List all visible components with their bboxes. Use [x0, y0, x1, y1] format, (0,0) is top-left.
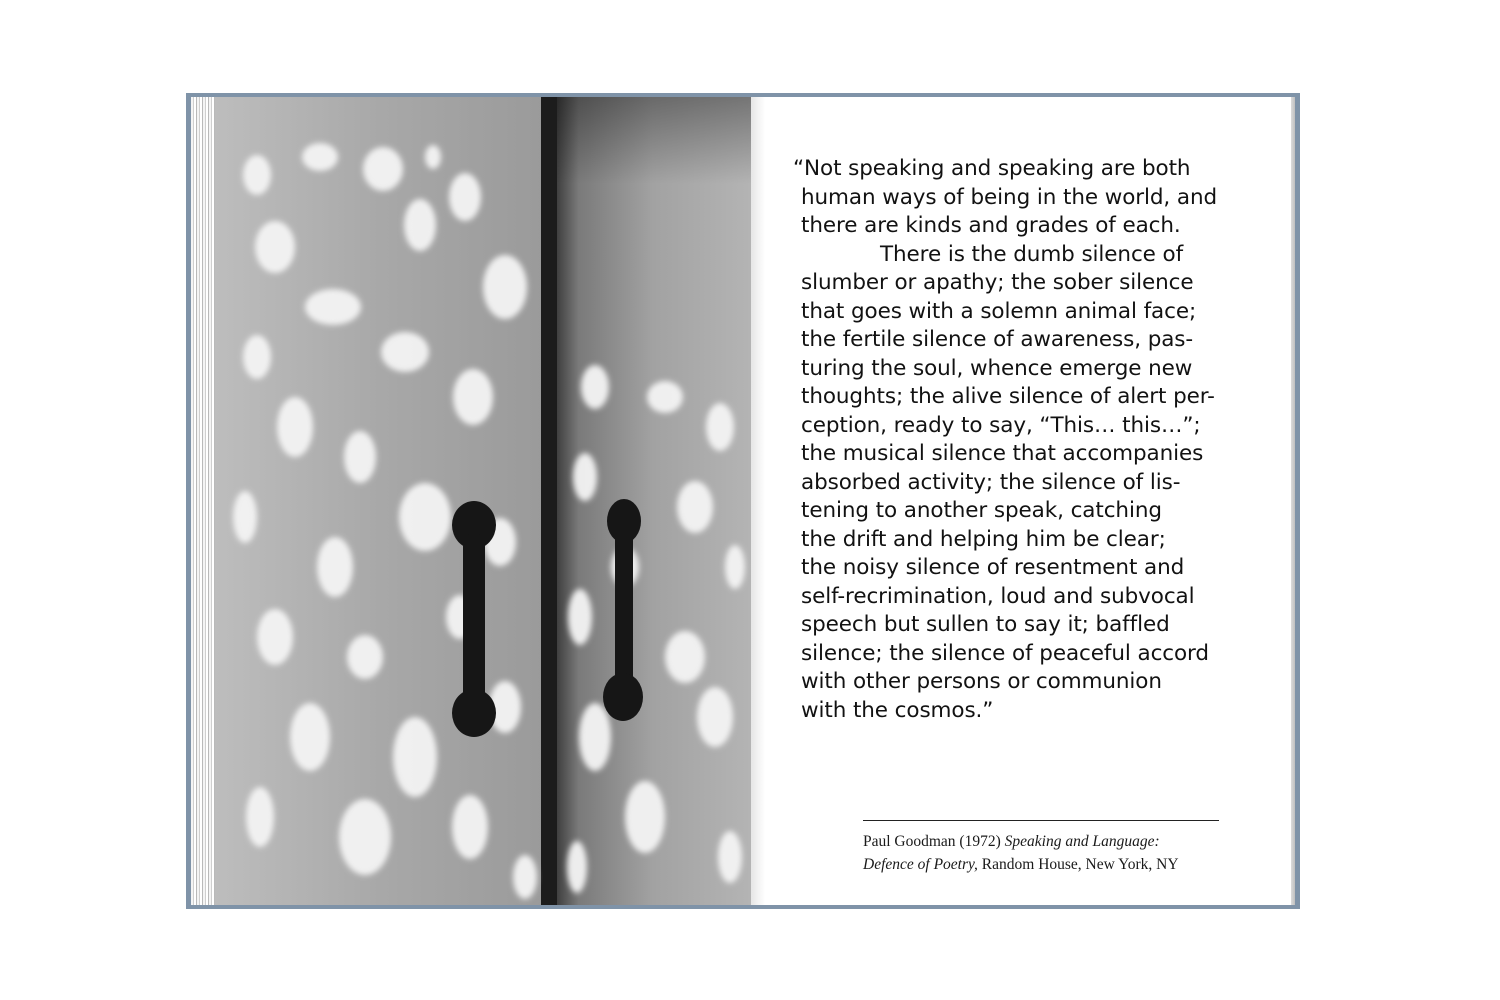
book-spread	[186, 93, 1300, 909]
quote-line: absorbed activity; the silence of lis-	[801, 469, 1181, 495]
quote-line: slumber or apathy; the sober silence	[801, 270, 1194, 295]
quote-line: There is the dumb silence of	[880, 241, 1184, 267]
quote-line: thoughts; the alive silence of alert per-	[801, 384, 1215, 409]
quote-line: the noisy silence of resentment and	[801, 555, 1185, 580]
quote-line: with the cosmos.”	[801, 697, 994, 723]
quote-line: turing the soul, whence emerge new	[801, 355, 1193, 381]
quote-line: the fertile silence of awareness, pas-	[801, 327, 1194, 352]
quote-line: that goes with a solemn animal face;	[801, 298, 1197, 324]
quote-line: self-recrimination, loud and subvocal	[801, 583, 1195, 609]
citation-title: Speaking and Language:	[1004, 833, 1160, 850]
cabinet-doors-photo-icon	[215, 97, 751, 905]
quote-line: ception, ready to say, “This… this…”;	[801, 412, 1201, 438]
quote-line: human ways of being in the world, and	[801, 184, 1218, 210]
citation	[863, 830, 1263, 876]
citation-publisher: Random House, New York, NY	[977, 856, 1179, 873]
left-page	[191, 97, 751, 905]
page-edges	[191, 97, 215, 905]
quote-line: “Not speaking and speaking are both	[793, 156, 1191, 181]
citation-divider	[863, 820, 1219, 821]
citation-line	[863, 830, 1263, 853]
citation-line	[863, 853, 1263, 876]
right-page	[751, 97, 1295, 905]
quote-line: speech but sullen to say it; baffled	[801, 612, 1170, 637]
page-edge	[1291, 97, 1295, 905]
citation-title-cont: Defence of Poetry,	[863, 856, 978, 873]
quote-line: the musical silence that accompanies	[801, 441, 1204, 466]
quote-line: with other persons or communion	[801, 669, 1162, 694]
quote-text	[793, 155, 1241, 725]
quote-line: the drift and helping him be clear;	[801, 526, 1166, 552]
citation-author: Paul Goodman (1972)	[863, 833, 1005, 850]
quote-line: silence; the silence of peaceful accord	[801, 640, 1209, 666]
quote-line: tening to another speak, catching	[801, 498, 1162, 523]
quote-line: there are kinds and grades of each.	[801, 213, 1181, 238]
